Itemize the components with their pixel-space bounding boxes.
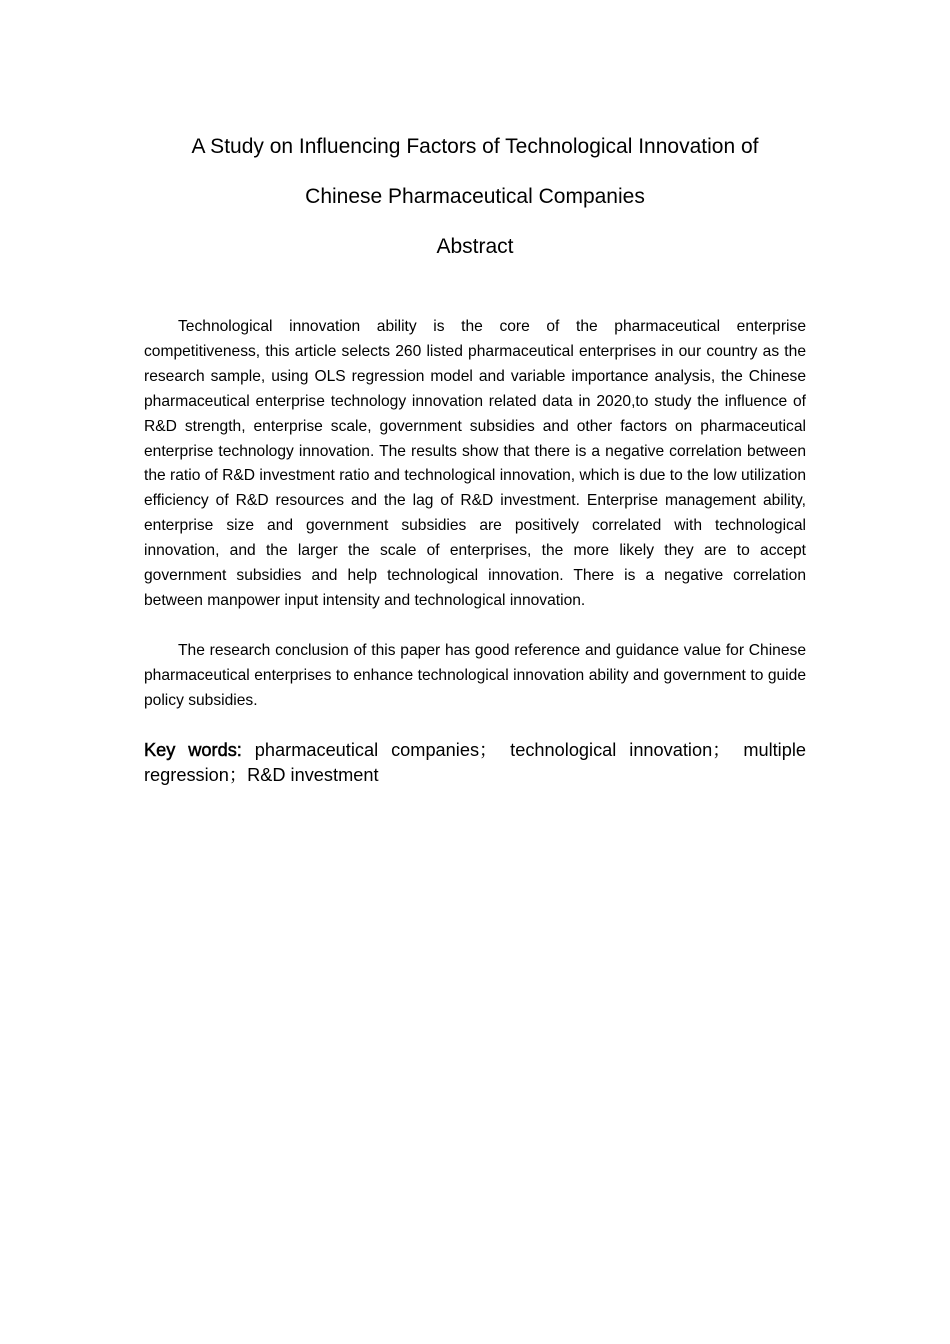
abstract-paragraph-1: Technological innovation ability is the core of the pharmaceutical enterprise competitiveness, this article selects 260 listed pharmaceutical enterprises in our country as the research sample, using OLS regression model and variable importance analysis, the Chinese pharmaceutical enterprise technology innovation related data in 2020,to study the influence of R&D strength, enterprise scale, government subsidies and other factors on pharmaceutical enterprise technology innovation. The results show that there is a negative correlation between the ratio of R&D investment ratio and technological innovation, which is due to the low utilization efficiency of R&D resources and the lag of R&D investment. Enterprise management ability, enterprise size and government subsidies are positively correlated with technological innovation, and the larger the scale of enterprises, the more likely they are to accept government subsidies and help technological innovation. There is a negative correlation between manpower input intensity and technological innovation. xyxy=(144,318,806,609)
keywords-text: pharmaceutical companies； technological innovation； multiple regression；R&D investment xyxy=(144,740,806,786)
abstract-body xyxy=(144,315,806,788)
title-block xyxy=(0,122,950,272)
paper-title-line-2: Chinese Pharmaceutical Companies xyxy=(305,185,645,208)
abstract-paragraph-2: The research conclusion of this paper has good reference and guidance value for Chinese pharmaceutical enterprises to enhance technological innovation ability and government to guide policy subsidies. xyxy=(144,641,806,709)
keywords-line xyxy=(144,738,806,788)
paper-title-line-1: A Study on Influencing Factors of Technological Innovation of xyxy=(191,135,759,158)
keywords-label: Key words: xyxy=(144,740,242,761)
abstract-heading: Abstract xyxy=(436,235,514,258)
